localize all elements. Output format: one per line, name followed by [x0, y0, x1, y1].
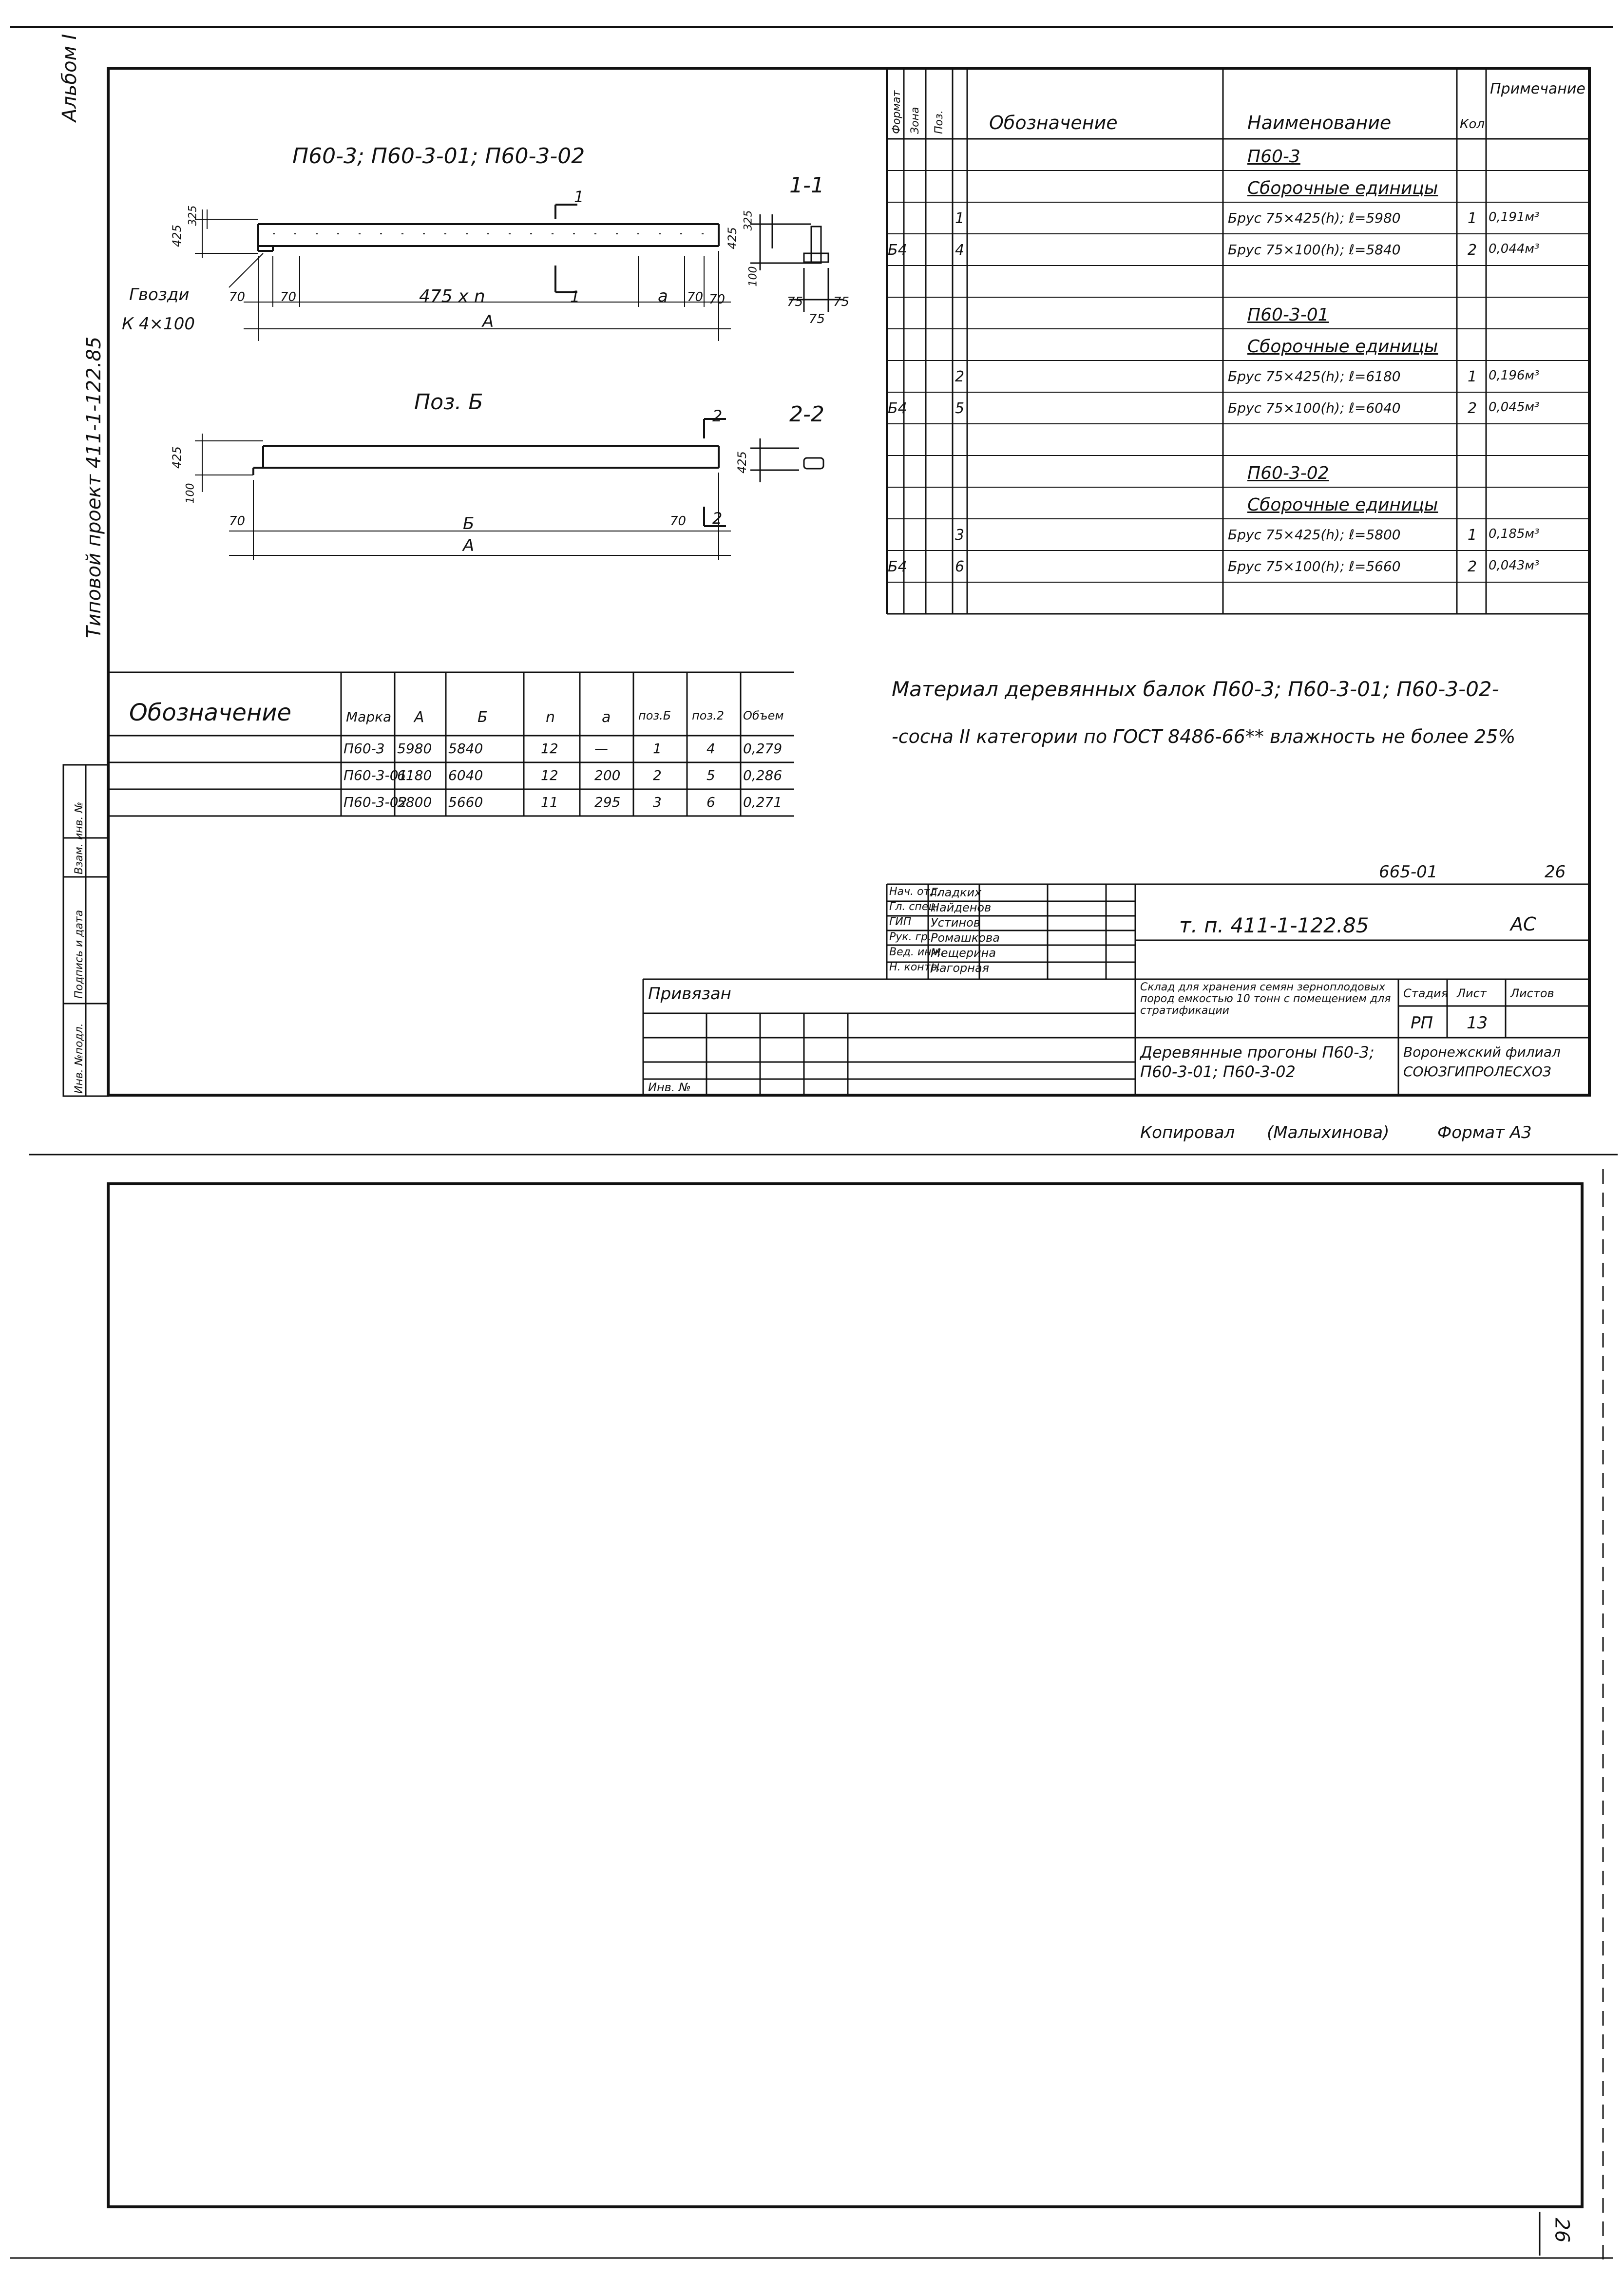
spec-cell-name: П60-3-01 — [1247, 305, 1329, 325]
spec-cell-qty: 1 — [1468, 527, 1477, 544]
spec-cell-pos: 1 — [955, 210, 965, 227]
cut-1-bottom: 1 — [570, 287, 580, 306]
spec-cell-format: Б4 — [888, 400, 907, 417]
marks-cell: — — [594, 740, 608, 757]
signer-name: Устинов — [931, 916, 980, 930]
doc-mark: АС — [1510, 913, 1536, 935]
page-number: 26 — [1550, 2218, 1573, 2243]
marks-cell: 3 — [653, 794, 662, 810]
marks-h-8: Объем — [743, 709, 784, 722]
marks-cell: 6040 — [448, 767, 483, 783]
spec-cell-pos: 2 — [955, 368, 965, 385]
marks-h-6: поз.Б — [638, 709, 671, 722]
section-2-label: 2-2 — [789, 402, 824, 427]
dim-75-s1a: 75 — [787, 295, 803, 309]
spec-cell-pos: 5 — [955, 400, 965, 417]
spec-cell-qty: 2 — [1468, 558, 1477, 575]
cut-2-top: 2 — [712, 407, 723, 425]
marks-h-4: n — [546, 709, 555, 726]
marks-cell: 4 — [706, 740, 715, 757]
spec-cell-qty: 1 — [1468, 368, 1477, 385]
spec-cell-name: Брус 75×100(h); ℓ=5840 — [1228, 242, 1401, 258]
cut-1-top: 1 — [574, 188, 584, 206]
views-title: П60-3; П60-3-01; П60-3-02 — [292, 144, 585, 169]
spec-cell-name: Брус 75×425(h); ℓ=5800 — [1228, 527, 1401, 543]
material-line-1: Материал деревянных балок П60-3; П60-3-01; П60-3-02- — [892, 677, 1499, 701]
dim-425-s2: 425 — [735, 451, 749, 474]
dim-B: Б — [463, 514, 475, 533]
spec-cell-name: Сборочные единицы — [1247, 337, 1438, 357]
marks-h-0: Обозначение — [129, 699, 292, 726]
spec-cell-pos: 3 — [955, 527, 965, 544]
spec-cell-format: Б4 — [888, 558, 907, 575]
sheet-label: Лист — [1457, 987, 1487, 1000]
marks-cell: 6180 — [397, 767, 432, 783]
marks-cell: П60-3 — [344, 740, 385, 757]
signer-name: Мещерина — [931, 946, 996, 960]
spec-cell-name: Брус 75×425(h); ℓ=6180 — [1228, 368, 1401, 384]
marks-cell: 5 — [706, 767, 715, 783]
sheets-label: Листов — [1510, 987, 1554, 1000]
spec-cell-pos: 4 — [955, 242, 965, 259]
spec-h-format: Формат — [891, 90, 903, 134]
spec-cell-name: Брус 75×425(h); ℓ=5980 — [1228, 210, 1401, 226]
role-label: Гл. спец. — [889, 901, 939, 913]
stamp-inv: Инв. №подл. — [73, 1023, 85, 1094]
dim-325-top: 325 — [187, 205, 199, 226]
spec-cell-note: 0,044м³ — [1489, 242, 1540, 256]
marks-cell: 2 — [653, 767, 662, 783]
dim-70-left: 70 — [229, 290, 246, 304]
spec-cell-name: Брус 75×100(h); ℓ=5660 — [1228, 558, 1401, 574]
copied-by: (Малыхинова) — [1267, 1123, 1390, 1142]
spec-cell-qty: 1 — [1468, 210, 1477, 227]
spec-cell-name: Сборочные единицы — [1247, 178, 1438, 198]
spec-h-zone: Зона — [909, 107, 921, 134]
dim-425-s1: 425 — [725, 227, 739, 249]
dim-75-s1c: 75 — [809, 312, 825, 326]
dim-75-s1b: 75 — [833, 295, 850, 309]
dim-70-left2: 70 — [280, 290, 297, 304]
spec-cell-note: 0,191м³ — [1489, 210, 1540, 225]
org-name: Воронежский филиал СОЮЗГИПРОЛЕСХОЗ — [1403, 1044, 1561, 1080]
spec-cell-qty: 2 — [1468, 242, 1477, 259]
spec-cell-name: Брус 75×100(h); ℓ=6040 — [1228, 400, 1401, 416]
album-label: Альбом I — [58, 34, 81, 122]
role-label: Рук. гр. — [889, 931, 932, 943]
sheet-value: 13 — [1467, 1013, 1488, 1033]
marks-cell: П60-3-02 — [344, 794, 407, 810]
pos-b-title: Поз. Б — [414, 390, 483, 415]
copied-label: Копировал — [1140, 1123, 1235, 1142]
dim-100-s1: 100 — [747, 266, 760, 287]
spec-h-qty: Кол. — [1460, 117, 1489, 132]
dim-100-b: 100 — [184, 483, 197, 504]
marks-cell: 1 — [653, 740, 662, 757]
role-label: Вед. инж. — [889, 946, 945, 958]
signer-name: Найденов — [931, 901, 992, 914]
object-name: Склад для хранения семян зерноплодовых пород емкостью 10 тонн с помещением для стратификации — [1140, 981, 1391, 1017]
top-code: 665-01 — [1379, 862, 1438, 882]
signer-name: Гладких — [931, 886, 982, 899]
marks-cell: 295 — [594, 794, 621, 810]
dim-70-right2: 70 — [709, 292, 726, 307]
top-sheet: 26 — [1545, 862, 1566, 882]
stage-value: РП — [1411, 1013, 1433, 1033]
role-label: Н. контр. — [889, 961, 941, 973]
marks-h-2: А — [414, 709, 424, 726]
marks-cell: 6 — [706, 794, 715, 810]
stamp-replace: Взам. инв. № — [73, 801, 85, 874]
spec-cell-name: П60-3 — [1247, 147, 1300, 167]
format-label: Формат А3 — [1437, 1123, 1532, 1142]
dim-A-top: А — [482, 312, 494, 331]
doc-code: т. п. 411-1-122.85 — [1179, 913, 1369, 937]
dim-475n: 475 x n — [419, 286, 485, 306]
role-label: Нач. отд. — [889, 886, 941, 898]
nails-label: Гвозди — [129, 285, 190, 304]
privyazan-label: Привязан — [648, 984, 731, 1004]
spec-cell-qty: 2 — [1468, 400, 1477, 417]
project-label: Типовой проект 411-1-122.85 — [83, 336, 105, 638]
signer-name: Нагорная — [931, 961, 990, 975]
spec-cell-pos: 6 — [955, 558, 965, 575]
marks-cell: 0,271 — [743, 794, 783, 810]
marks-cell: 12 — [541, 740, 558, 757]
marks-h-3: Б — [477, 709, 488, 726]
marks-cell: 5980 — [397, 740, 432, 757]
spec-cell-name: П60-3-02 — [1247, 463, 1329, 483]
material-line-2: -сосна II категории по ГОСТ 8486-66** влажность не более 25% — [892, 726, 1516, 747]
dim-70-b-right: 70 — [670, 514, 687, 529]
dim-A-b: А — [463, 536, 475, 555]
role-label: ГИП — [889, 916, 912, 928]
marks-cell: 0,286 — [743, 767, 783, 783]
marks-cell: 12 — [541, 767, 558, 783]
dim-a: a — [658, 286, 668, 306]
sheet-title: Деревянные прогоны П60-3; П60-3-01; П60-3-02 — [1140, 1043, 1375, 1081]
spec-cell-note: 0,185м³ — [1489, 527, 1540, 541]
marks-h-5: a — [602, 709, 611, 726]
dim-425-top: 425 — [170, 225, 184, 247]
spec-cell-format: Б4 — [888, 242, 907, 259]
spec-h-note: Примечание — [1490, 80, 1585, 97]
spec-h-designation: Обозначение — [989, 112, 1118, 133]
spec-cell-note: 0,043м³ — [1489, 558, 1540, 573]
marks-cell: 200 — [594, 767, 621, 783]
marks-cell: 5660 — [448, 794, 483, 810]
marks-cell: 5800 — [397, 794, 432, 810]
section-1-label: 1-1 — [789, 173, 824, 198]
stage-label: Стадия — [1403, 987, 1449, 1000]
spec-cell-note: 0,196м³ — [1489, 368, 1540, 383]
signer-name: Ромашкова — [931, 931, 1000, 945]
spec-h-pos: Поз. — [933, 110, 945, 134]
marks-cell: 11 — [541, 794, 558, 810]
dim-70-b-left: 70 — [229, 514, 246, 529]
dim-425-b: 425 — [170, 446, 184, 469]
dim-325-s1: 325 — [742, 210, 755, 231]
spec-cell-note: 0,045м³ — [1489, 400, 1540, 415]
marks-h-1: Марка — [346, 709, 392, 725]
dim-70-right: 70 — [687, 290, 704, 304]
marks-cell: 5840 — [448, 740, 483, 757]
inv-label: Инв. № — [648, 1081, 691, 1094]
marks-cell: П60-3-01 — [344, 767, 407, 783]
cut-2-bottom: 2 — [712, 509, 723, 528]
marks-cell: 0,279 — [743, 740, 783, 757]
spec-h-name: Наименование — [1247, 112, 1392, 133]
nails-size: К 4×100 — [122, 314, 195, 334]
marks-h-7: поз.2 — [692, 709, 725, 722]
spec-cell-name: Сборочные единицы — [1247, 495, 1438, 515]
stamp-sign: Подпись и дата — [73, 910, 85, 999]
